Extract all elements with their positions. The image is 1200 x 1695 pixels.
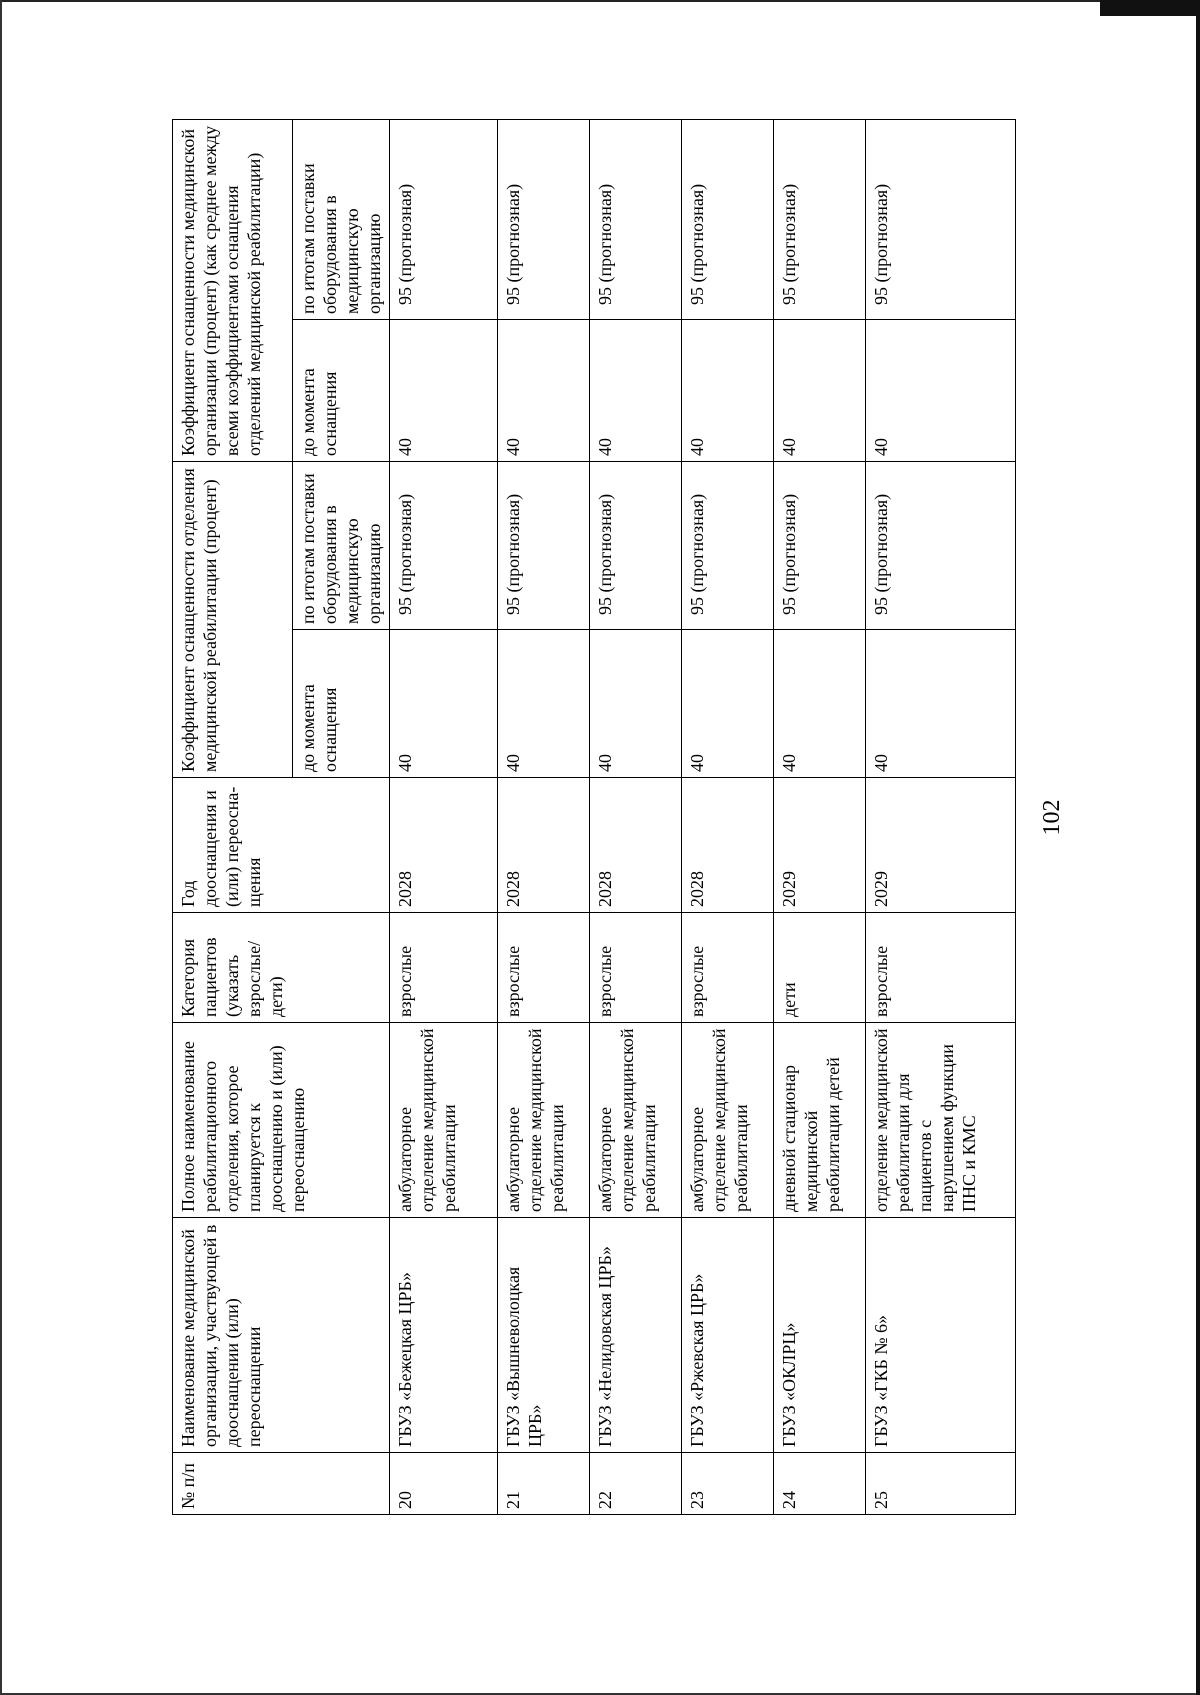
cell-dept-after: 95 (прогнозная) xyxy=(774,462,866,630)
cell-org-before: 40 xyxy=(866,320,1016,462)
cell-category: взрослые xyxy=(590,913,682,1023)
cell-org-before: 40 xyxy=(390,320,498,462)
cell-num: 23 xyxy=(682,1453,774,1515)
cell-num: 20 xyxy=(390,1453,498,1515)
cell-dept-before: 40 xyxy=(682,630,774,778)
table-row xyxy=(498,120,590,1515)
cell-org-after: 95 (прогнозная) xyxy=(682,120,774,320)
cell-dept-after: 95 (прогнозная) xyxy=(498,462,590,630)
table-row xyxy=(774,120,866,1515)
cell-org-after: 95 (прогнозная) xyxy=(390,120,498,320)
cell-org-after: 95 (прогнозная) xyxy=(866,120,1016,320)
header-dept: Полное наименование реабилитационного отделения, которое планируется к дооснащению и (или) переоснащению xyxy=(173,1023,390,1218)
cell-year: 2028 xyxy=(390,778,498,913)
scan-edge-right xyxy=(1196,0,1200,1695)
cell-num: 21 xyxy=(498,1453,590,1515)
header-year: Год дооснащения и (или) переосна-щения xyxy=(173,778,390,913)
cell-org: ГБУЗ «Бежецкая ЦРБ» xyxy=(390,1218,498,1453)
cell-category: взрослые xyxy=(682,913,774,1023)
equipment-table xyxy=(172,119,1016,1515)
header-num: № п/п xyxy=(173,1453,390,1515)
cell-dept-after: 95 (прогнозная) xyxy=(590,462,682,630)
cell-year: 2029 xyxy=(866,778,1016,913)
table-row xyxy=(866,120,1016,1515)
cell-org-before: 40 xyxy=(498,320,590,462)
cell-org: ГБУЗ «Нелидовская ЦРБ» xyxy=(590,1218,682,1453)
cell-year: 2028 xyxy=(682,778,774,913)
header-org: Наименование медицинской организации, участвующей в дооснащении (или) переоснащении xyxy=(173,1218,390,1453)
table-row xyxy=(590,120,682,1515)
cell-dept: отделение медицинской реабилитации для пациентов с нарушением функции ПНС и КМС xyxy=(866,1023,1016,1218)
cell-category: взрослые xyxy=(498,913,590,1023)
cell-org: ГБУЗ «ГКБ № 6» xyxy=(866,1218,1016,1453)
subheader-dept-after: по итогам поставки оборудования в медицинскую организацию xyxy=(293,462,390,630)
table-row xyxy=(390,120,498,1515)
header-coef-org: Коэффициент оснащенности медицинской организации (процент) (как среднее между всеми коэффициентами оснащения отделений медицинской реабилитации) xyxy=(173,120,293,462)
cell-dept-before: 40 xyxy=(590,630,682,778)
cell-dept-before: 40 xyxy=(866,630,1016,778)
rotated-content xyxy=(172,120,1097,1515)
cell-dept: амбулаторное отделение медицинской реабилитации xyxy=(390,1023,498,1218)
scan-edge-top xyxy=(0,0,1200,2)
cell-year: 2028 xyxy=(590,778,682,913)
cell-org-before: 40 xyxy=(590,320,682,462)
cell-org-after: 95 (прогнозная) xyxy=(498,120,590,320)
cell-org-before: 40 xyxy=(682,320,774,462)
page-number: 102 xyxy=(1039,799,1065,836)
cell-dept: амбулаторное отделение медицинской реабилитации xyxy=(498,1023,590,1218)
subheader-org-after: по итогам поставки оборудования в медицинскую организацию xyxy=(293,120,390,320)
cell-dept-after: 95 (прогнозная) xyxy=(390,462,498,630)
cell-org: ГБУЗ «Ржевская ЦРБ» xyxy=(682,1218,774,1453)
cell-dept: амбулаторное отделение медицинской реабилитации xyxy=(590,1023,682,1218)
header-coef-dept: Коэффициент оснащенности отделения медицинской реабилитации (процент) xyxy=(173,462,293,778)
subheader-org-before: до момента оснащения xyxy=(293,320,390,462)
cell-dept: дневной стационар медицинской реабилитации детей xyxy=(774,1023,866,1218)
cell-dept-after: 95 (прогнозная) xyxy=(682,462,774,630)
cell-num: 25 xyxy=(866,1453,1016,1515)
cell-year: 2029 xyxy=(774,778,866,913)
cell-dept-before: 40 xyxy=(390,630,498,778)
cell-org-after: 95 (прогнозная) xyxy=(590,120,682,320)
cell-org: ГБУЗ «Вышневолоцкая ЦРБ» xyxy=(498,1218,590,1453)
cell-num: 22 xyxy=(590,1453,682,1515)
cell-dept-after: 95 (прогнозная) xyxy=(866,462,1016,630)
cell-org-after: 95 (прогнозная) xyxy=(774,120,866,320)
cell-dept-before: 40 xyxy=(774,630,866,778)
table-row xyxy=(682,120,774,1515)
cell-num: 24 xyxy=(774,1453,866,1515)
cell-org: ГБУЗ «ОКЛРЦ» xyxy=(774,1218,866,1453)
header-category: Категория пациентов (указать взрослые/ дети) xyxy=(173,913,390,1023)
cell-category: дети xyxy=(774,913,866,1023)
cell-dept: амбулаторное отделение медицинской реабилитации xyxy=(682,1023,774,1218)
cell-year: 2028 xyxy=(498,778,590,913)
scan-edge-corner xyxy=(1100,0,1200,16)
cell-dept-before: 40 xyxy=(498,630,590,778)
cell-org-before: 40 xyxy=(774,320,866,462)
cell-category: взрослые xyxy=(390,913,498,1023)
subheader-dept-before: до момента оснащения xyxy=(293,630,390,778)
cell-category: взрослые xyxy=(866,913,1016,1023)
scan-edge-left xyxy=(0,0,2,1695)
